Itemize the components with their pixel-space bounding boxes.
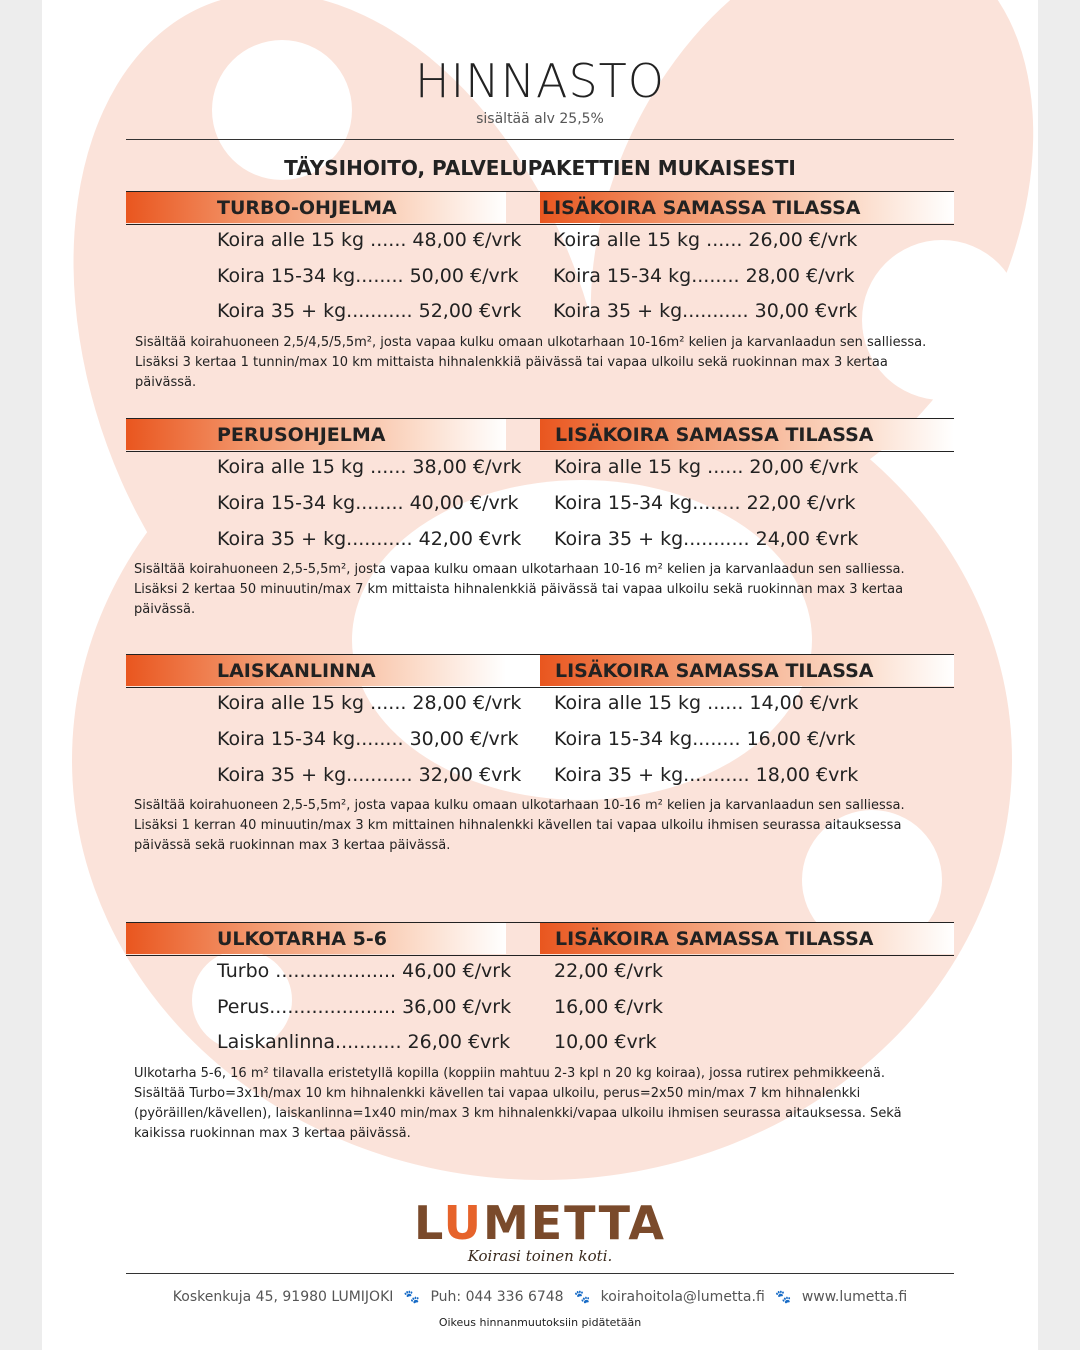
- section-header: [126, 922, 954, 956]
- website-link[interactable]: www.lumetta.fi: [801, 1289, 908, 1305]
- extra-price-row: Koira 15-34 kg........ 22,00 €/vrk: [554, 492, 856, 514]
- price-row: Koira 35 + kg........... 42,00 €vrk: [217, 528, 522, 550]
- section-header: [126, 418, 954, 452]
- extra-dog-title: LISÄKOIRA SAMASSA TILASSA: [542, 197, 861, 219]
- paw-icon: 🐾: [775, 1290, 792, 1305]
- section-description: Sisältää koirahuoneen 2,5-5,5m², josta vapaa kulku omaan ulkotarhaan 10-16 m² kelien ja karvanlaadun sen salliessa. Lisäksi 2 kertaa 50 minuutin/max 7 km mittaista hihnalenkkiä päivässä tai vapaa ulkoilu sekä ruokinnan max 3 kertaa päivässä.: [134, 562, 905, 617]
- section-description: Sisältää koirahuoneen 2,5-5,5m², josta vapaa kulku omaan ulkotarhaan 10-16 m² kelien ja karvanlaadun sen salliessa. Lisäksi 1 kerran 40 minuutin/max 3 km mittainen hihnalenkki kävellen tai vapaa ulkoilu ihmisen seurassa aitauksessa päivässä sekä ruokinnan max 3 kertaa päivässä.: [134, 798, 905, 853]
- extra-price-row: Koira 35 + kg........... 24,00 €vrk: [554, 528, 859, 550]
- extra-price-row: Koira 35 + kg........... 18,00 €vrk: [554, 764, 859, 786]
- page-title: HINNASTO: [415, 54, 665, 108]
- price-rows: [126, 452, 954, 560]
- logo-text-end: METTA: [482, 1196, 667, 1250]
- price-change-disclaimer: Oikeus hinnanmuutoksiin pidätetään: [438, 1316, 642, 1329]
- price-rows: [126, 956, 954, 1064]
- paw-icon: 🐾: [574, 1290, 591, 1305]
- price-row: Perus..................... 36,00 €/vrk: [217, 996, 512, 1018]
- section-laiskanlinna: [126, 654, 954, 856]
- price-row: Koira alle 15 kg ...... 28,00 €/vrk: [217, 692, 522, 714]
- price-row: Koira 35 + kg........... 52,00 €vrk: [217, 300, 522, 322]
- section-header: [126, 654, 954, 688]
- section-turbo: [126, 191, 954, 393]
- vat-note: sisältää alv 25,5%: [476, 111, 604, 127]
- email-link[interactable]: koirahoitola@lumetta.fi: [600, 1289, 765, 1305]
- price-row: Koira alle 15 kg ...... 38,00 €/vrk: [217, 456, 522, 478]
- logo-tagline: Koirasi toinen koti.: [467, 1247, 613, 1265]
- extra-dog-title: LISÄKOIRA SAMASSA TILASSA: [555, 424, 874, 446]
- price-row: Koira alle 15 kg ...... 48,00 €/vrk: [217, 229, 522, 251]
- section-title: TURBO-OHJELMA: [217, 197, 397, 219]
- contact-footer: [42, 1289, 1038, 1305]
- price-row: Turbo .................... 46,00 €/vrk: [217, 960, 512, 982]
- extra-price-row: 10,00 €vrk: [554, 1031, 657, 1053]
- lumetta-logo: [42, 1196, 1038, 1250]
- price-list-page: [42, 0, 1038, 1350]
- extra-price-row: Koira alle 15 kg ...... 26,00 €/vrk: [553, 229, 858, 251]
- section-title: ULKOTARHA 5-6: [217, 928, 387, 950]
- footer-divider: [126, 1273, 954, 1274]
- extra-price-row: Koira alle 15 kg ...... 14,00 €/vrk: [554, 692, 859, 714]
- extra-dog-title: LISÄKOIRA SAMASSA TILASSA: [555, 660, 874, 682]
- extra-price-row: Koira 15-34 kg........ 28,00 €/vrk: [553, 265, 855, 287]
- main-heading: TÄYSIHOITO, PALVELUPAKETTIEN MUKAISESTI: [284, 156, 796, 180]
- extra-price-row: Koira 15-34 kg........ 16,00 €/vrk: [554, 728, 856, 750]
- logo-text-start: L: [413, 1196, 444, 1250]
- section-title: PERUSOHJELMA: [217, 424, 386, 446]
- price-row: Koira 15-34 kg........ 30,00 €/vrk: [217, 728, 519, 750]
- extra-dog-title: LISÄKOIRA SAMASSA TILASSA: [555, 928, 874, 950]
- price-row: Koira 35 + kg........... 32,00 €vrk: [217, 764, 522, 786]
- logo-dog-letter: U: [443, 1196, 483, 1250]
- phone-text: Puh: 044 336 6748: [430, 1289, 564, 1305]
- section-header: [126, 191, 954, 225]
- section-ulkotarha: [126, 922, 954, 1144]
- extra-price-row: 22,00 €/vrk: [554, 960, 663, 982]
- extra-price-row: Koira alle 15 kg ...... 20,00 €/vrk: [554, 456, 859, 478]
- address-text: Koskenkuja 45, 91980 LUMIJOKI: [172, 1289, 394, 1305]
- extra-price-row: Koira 35 + kg........... 30,00 €vrk: [553, 300, 858, 322]
- paw-icon: 🐾: [403, 1290, 421, 1305]
- price-row: Laiskanlinna........... 26,00 €vrk: [217, 1031, 511, 1053]
- section-perus: [126, 418, 954, 620]
- section-title: LAISKANLINNA: [217, 660, 376, 682]
- header-divider: [126, 139, 954, 140]
- extra-price-row: 16,00 €/vrk: [554, 996, 663, 1018]
- section-description: Sisältää koirahuoneen 2,5/4,5/5,5m², josta vapaa kulku omaan ulkotarhaan 10-16m² kelien ja karvanlaadun sen salliessa. Lisäksi 3 kertaa 1 tunnin/max 10 km mittaista hihnalenkkiä päivässä tai vapaa ulkoilu sekä ruokinnan max 3 kertaa päivässä.: [135, 335, 927, 390]
- price-rows: [126, 225, 954, 333]
- price-rows: [126, 688, 954, 796]
- price-row: Koira 15-34 kg........ 40,00 €/vrk: [217, 492, 519, 514]
- price-row: Koira 15-34 kg........ 50,00 €/vrk: [217, 265, 519, 287]
- section-description: Ulkotarha 5-6, 16 m² tilavalla eristetyllä kopilla (koppiin mahtuu 2-3 kpl n 20 kg koiraa), jossa rutirex pehmikkeenä. Sisältää Turbo=3x1h/max 10 km hihnalenkki kävellen tai vapaa ulkoilu, perus=2x50 min/max 7 km hihnalenkki (pyöräillen/kävellen), laiskanlinna=1x40 min/max 3 km hihnalenkki/vapaa ulkoilu ihmisen seurassa aitauksessa. Sekä kaikissa ruokinnan max 3 kertaa päivässä.: [134, 1066, 902, 1141]
